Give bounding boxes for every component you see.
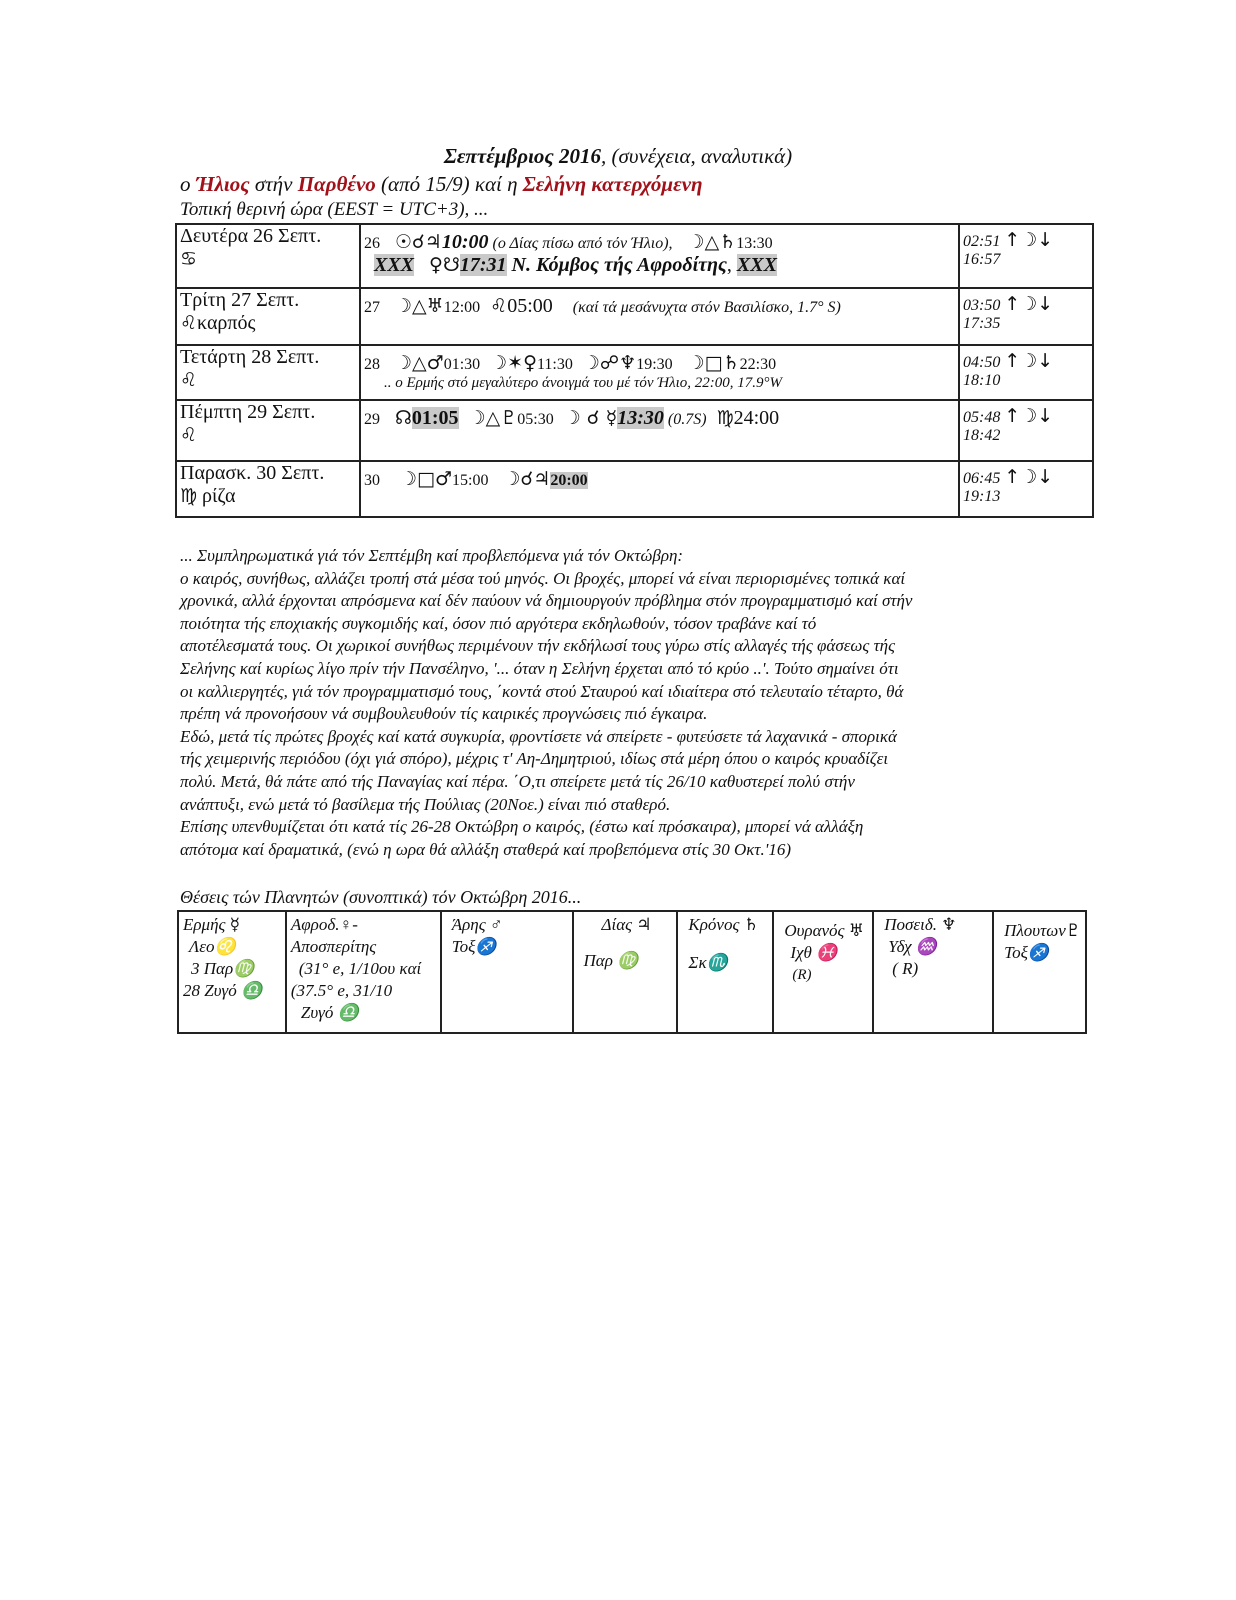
day-label: Παρασκ. 30 Σεπτ.	[180, 462, 325, 484]
paragraph-line: Επίσης υπενθυμίζεται ότι κατά τίς 26-28 Οκτώβρη ο καιρός, (έστω καί πρόσκαιρα), μπορεί νά αλλάξη	[180, 817, 864, 837]
day-label: Τρίτη 27 Σεπτ.	[180, 289, 300, 311]
day-label: Τετάρτη 28 Σεπτ.	[180, 346, 320, 368]
day-label: Πέμπτη 29 Σεπτ.	[180, 401, 316, 423]
moonrise-time: 05:48	[963, 409, 1001, 426]
moon-trine-saturn-icon: ☽△♄	[687, 231, 737, 253]
planet-line: Τοξ♐	[1004, 943, 1050, 962]
paragraph-line: πρέπη νά προνοήσουν νά συμβουλευθούν τίς καιρικές προγνώσεις πιό έγκαιρα.	[180, 704, 708, 724]
planet-line: Ερμής ☿	[183, 915, 241, 934]
event-time: 22:30	[739, 356, 777, 373]
table-row	[176, 288, 1093, 345]
event-time: 10:00	[441, 231, 489, 253]
event-time: 12:00	[443, 299, 481, 316]
planet-line: (R)	[792, 967, 812, 983]
event-time: 17:31	[459, 254, 507, 276]
virgo-icon: ♍	[180, 485, 198, 507]
paragraph-line: ποιότητα τής εποχιακής συγκομιδής καί, όσον πιό αργότερα εκδηλωθούν, τόσον τραβάνε καί τό	[180, 613, 817, 633]
event-time: 13:30	[736, 235, 773, 252]
moonset-time: 19:13	[963, 488, 1001, 505]
moonset-time: 18:42	[963, 427, 1001, 444]
supplementary-paragraph	[180, 545, 1050, 861]
planet-line: Ποσειδ. ♆	[884, 915, 957, 934]
events-cell: 26 ☉☌♃10:00 (ο Δίας πίσω από τόν Ήλιο), ☽△♄13:30 XXX ♀☋17:31 Ν. Κόμβος τής Αφροδίτης, XXX	[360, 224, 959, 288]
planet-line: Ιχθ ♓	[790, 943, 838, 962]
planets-table	[177, 910, 1087, 1034]
rise-set-icon: ↑☽↓	[1004, 466, 1054, 488]
moon-square-mars-icon: ☽□♂	[400, 468, 453, 490]
virgo-label: Παρθένο	[297, 172, 376, 196]
planet-line: 28 Ζυγό ♎	[183, 981, 263, 1000]
planet-cell-neptune	[873, 911, 993, 1033]
subtitle-text: ο	[180, 172, 196, 196]
day-number: 30	[364, 472, 380, 489]
leo-icon: ♌	[180, 369, 198, 391]
planet-line: Παρ ♍	[583, 951, 639, 970]
paragraph-line: τής χειμερινής περιόδου (όχι γιά σπόρο), μέχρις τ' Αη-Δημητριού, ιδίως στά μέρη όπου ο καιρός κρυαδίζει	[180, 749, 889, 769]
event-time: 05:30	[517, 411, 554, 428]
sun-label: Ήλιος	[195, 172, 250, 196]
planet-line: (31° e, 1/10ου καί	[298, 959, 422, 978]
month-suffix: , (συνέχεια, αναλυτικά)	[601, 144, 793, 168]
day-number: 28	[364, 356, 380, 373]
event-time: 11:30	[537, 356, 573, 373]
paragraph-line: οι καλλιεργητές, γιά τόν προγραμματισμό τους, ΄κοντά στού Σταυρού καί ιδιαίτερα στό τελευταίο τέταρτο, θά	[180, 681, 904, 701]
table-row	[176, 461, 1093, 517]
paragraph-line: ανάπτυξι, ενώ μετά τό βασίλεμα τής Πούλιας (20Νοε.) είναι πιό σταθερό.	[180, 794, 671, 814]
day-number: 27	[364, 299, 380, 316]
day-note: καρπός	[197, 312, 256, 334]
table-row	[178, 911, 1086, 1033]
moon-trine-pluto-icon: ☽△♇	[468, 407, 518, 429]
day-cell	[176, 345, 360, 400]
leo-icon: ♌	[180, 312, 198, 334]
planet-line: Κρόνος ♄	[688, 915, 759, 934]
planet-cell-mars	[441, 911, 573, 1033]
leo-icon: ♌	[180, 424, 198, 446]
event-time: 01:30	[443, 356, 481, 373]
planet-line: 3 Παρ♍	[191, 959, 255, 978]
paragraph-line: Εδώ, μετά τίς πρώτες βροχές καί κατά συγκυρία, φροντίσετε νά σπείρετε - φυτεύσετε τά λαχανικά - σπορικά	[180, 726, 897, 746]
rise-set-cell	[959, 400, 1093, 461]
moonset-time: 18:10	[963, 372, 1001, 389]
venus-south-node-icon: ♀☋	[429, 254, 460, 276]
planet-line: Σκ♏	[688, 953, 728, 972]
moon-sextile-venus-icon: ☽✶♀	[490, 352, 538, 374]
cancer-icon: ♋	[180, 248, 198, 270]
paragraph-line: αποτέλεσματά τους. Οι χωρικοί συνήθως περιμένουν τήν εκδήλωσί τους γύρω στίς αλλαγές τής φάσεως τής	[180, 636, 895, 656]
subtitle-text: (από 15/9) καί η	[375, 172, 523, 196]
xxx-marker: XXX	[374, 254, 415, 276]
day-label: Δευτέρα 26 Σεπτ.	[180, 225, 322, 247]
subtitle-text: στήν	[249, 172, 298, 196]
event-time: 19:30	[636, 356, 673, 373]
planet-cell-venus	[286, 911, 441, 1033]
event-text: Ν. Κόμβος τής Αφροδίτης	[506, 254, 727, 276]
day-note: ρίζα	[202, 485, 236, 507]
paragraph-line: πολύ. Μετά, θά πάτε από τής Παναγίας καί πέρα. ΄Ο,τι σπείρετε μετά τίς 26/10 καθυστερεί πολύ στήν	[180, 771, 855, 791]
north-node-icon: ☊	[395, 407, 412, 429]
moon-label: Σελήνη κατερχόμενη	[522, 172, 703, 196]
planet-line: (37.5° e, 31/10	[290, 981, 393, 1000]
planet-line: Ζυγό ♎	[300, 1003, 359, 1022]
rise-set-icon: ↑☽↓	[1004, 229, 1054, 251]
table-row	[176, 400, 1093, 461]
moon-conjunct-mercury-icon: ☽ ☌ ☿	[563, 407, 618, 429]
event-time: 01:05	[411, 407, 459, 429]
virgo-icon: ♍	[716, 407, 734, 429]
event-text: (ο Δίας πίσω από τόν Ήλιο),	[488, 235, 673, 252]
schedule-table	[175, 223, 1094, 518]
event-text: (καί τά μεσάνυχτα στόν Βασιλίσκο, 1.7° S)	[572, 299, 841, 316]
page-title	[0, 144, 1236, 169]
planet-line: Αποσπερίτης	[290, 937, 377, 956]
events-cell	[360, 345, 959, 400]
event-time: 05:00	[507, 295, 553, 317]
planet-line: ( R)	[892, 959, 919, 978]
event-time: 15:00	[452, 472, 489, 489]
planet-cell-uranus	[773, 911, 873, 1033]
rise-set-cell	[959, 224, 1093, 288]
rise-set-cell	[959, 461, 1093, 517]
planet-line: Αφροδ.♀-	[290, 915, 358, 934]
planet-line: Τοξ♐	[451, 937, 497, 956]
events-cell	[360, 288, 959, 345]
event-note: .. ο Ερμής στό μεγαλύτερο άνοιγμά του μέ τόν Ήλιο, 22:00, 17.9°W	[384, 375, 783, 391]
rise-set-icon: ↑☽↓	[1004, 293, 1054, 315]
month-title: Σεπτέμβριος 2016	[443, 144, 602, 168]
table-row	[176, 224, 1093, 288]
day-cell	[176, 288, 360, 345]
day-number: 29	[364, 411, 380, 428]
event-time: 20:00	[550, 472, 588, 489]
planet-line: Ουρανός ♅	[784, 921, 864, 940]
planet-cell-jupiter	[573, 911, 678, 1033]
moonrise-time: 04:50	[963, 354, 1001, 371]
planet-cell-pluto	[993, 911, 1086, 1033]
moon-opposition-neptune-icon: ☽☍♆	[582, 352, 637, 374]
planet-line: Άρης ♂	[451, 915, 503, 934]
moon-trine-mars-icon: ☽△♂	[395, 352, 444, 374]
paragraph-line: χρονικά, αλλά έρχονται απρόσμενα καί δέν παύουν νά δημιουργούν πρόβλημα στόν προγραμματισμό καί στήν	[180, 591, 913, 611]
paragraph-line: απότομα καί δραματικά, (ενώ η ωρα θά αλλάξη σταθερά καί προβεπόμενα στίς 30 Οκτ.'16)	[180, 839, 792, 859]
moonrise-time: 06:45	[963, 470, 1001, 487]
moon-trine-uranus-icon: ☽△♅	[395, 295, 444, 317]
sun-conjunct-jupiter-icon: ☉☌♃	[395, 231, 442, 253]
planet-line: Υδχ ♒	[888, 937, 938, 956]
moon-conjunct-jupiter-icon: ☽☌♃	[503, 468, 551, 490]
table-row	[176, 345, 1093, 400]
paragraph-line: ο καιρός, συνήθως, αλλάζει τροπή στά μέσα τού μηνός. Οι βροχές, μπορεί νά είναι περιορισμένες τοπικά καί	[180, 568, 906, 588]
paragraph-line: ... Συμπληρωματικά γιά τόν Σεπτέμβη καί προβλεπόμενα γιά τόν Οκτώβρη:	[180, 546, 684, 565]
rise-set-cell	[959, 345, 1093, 400]
rise-set-cell	[959, 288, 1093, 345]
xxx-marker: XXX	[736, 254, 777, 276]
moon-square-saturn-icon: ☽□♄	[687, 352, 740, 374]
planet-line: Πλουτων♇	[1004, 921, 1081, 940]
moonset-time: 17:35	[963, 315, 1001, 332]
paragraph-line: Σελήνης καί κυρίως λίγο πρίν τήν Πανσέληνο, '... όταν η Σελήνη έρχεται από τό κρύο ..'. Τούτο σημαίνει ότι	[180, 658, 899, 678]
timezone-note: Τοπική θερινή ώρα (EEST = UTC+3), ...	[180, 199, 489, 220]
planet-cell-saturn	[677, 911, 773, 1033]
subtitle-sun-moon	[180, 172, 703, 197]
event-time: 24:00	[733, 407, 780, 429]
planet-line: Δίας ♃	[601, 915, 652, 934]
moonrise-time: 03:50	[963, 297, 1001, 314]
events-cell	[360, 461, 959, 517]
event-note: (0.7S)	[663, 411, 707, 428]
rise-set-icon: ↑☽↓	[1004, 350, 1054, 372]
day-cell	[176, 400, 360, 461]
day-cell	[176, 461, 360, 517]
planets-title: Θέσεις τών Πλανητών (συνοπτικά) τόν Οκτώβρη 2016...	[180, 887, 582, 907]
day-cell	[176, 224, 360, 288]
moonrise-time: 02:51	[963, 233, 1001, 250]
leo-icon: ♌	[490, 295, 508, 317]
moonset-time: 16:57	[963, 251, 1001, 268]
day-number: 26	[364, 235, 380, 252]
planet-line: Λεο♌	[189, 937, 236, 956]
rise-set-icon: ↑☽↓	[1004, 405, 1054, 427]
planet-cell-mercury	[178, 911, 286, 1033]
events-cell	[360, 400, 959, 461]
event-time: 13:30	[617, 407, 664, 429]
